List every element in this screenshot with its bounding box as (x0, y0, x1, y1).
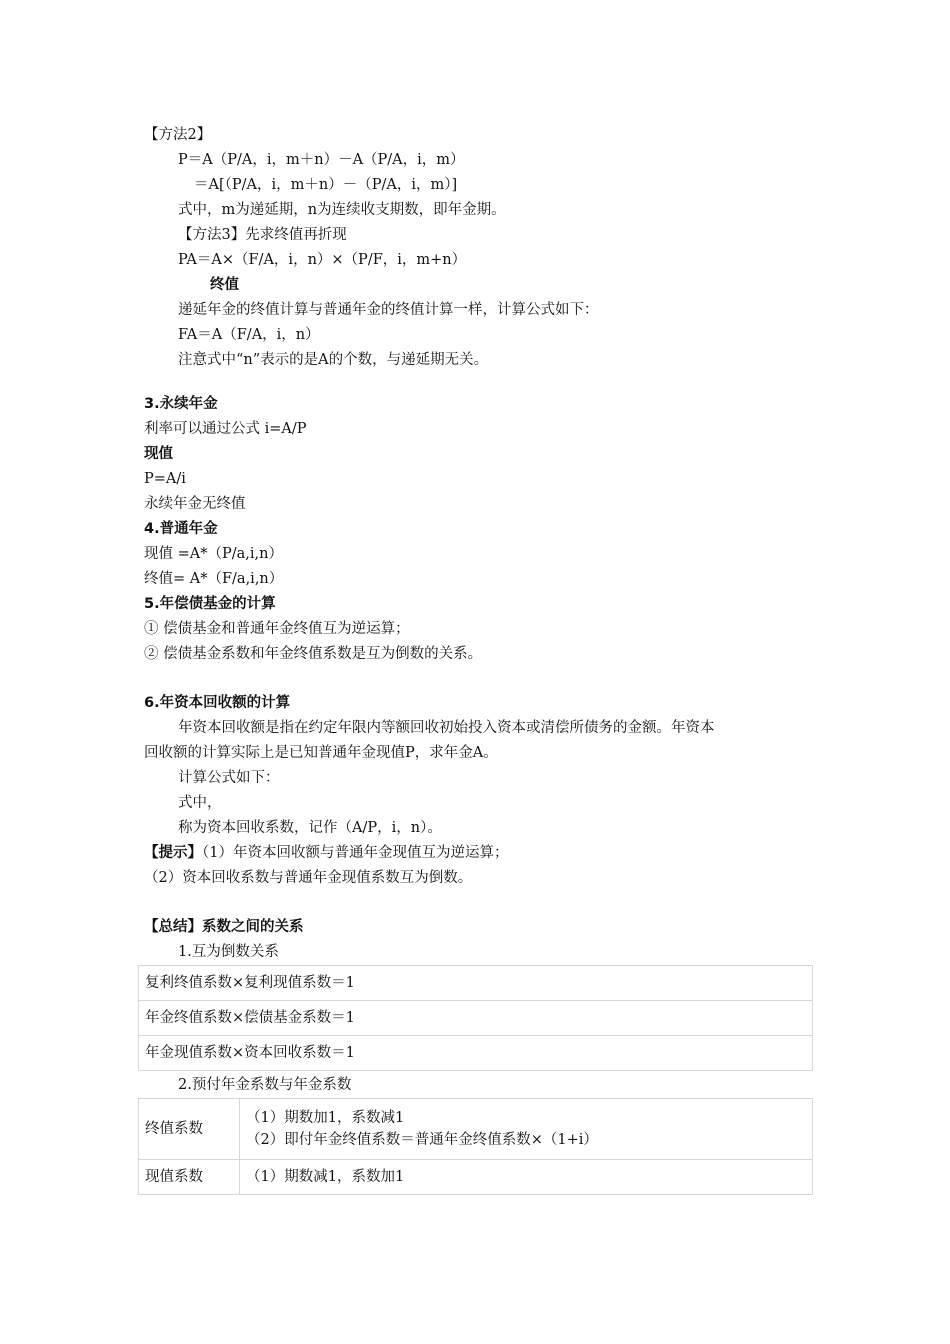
table-row (139, 1099, 813, 1160)
capital-recovery-para-line-1: 年资本回收额是指在约定年限内等额回收初始投入资本或清偿所债务的金额。年资本 (178, 720, 715, 736)
future-value-note: 注意式中“n”表示的是A的个数，与递延期无关。 (178, 352, 489, 368)
table-cell: （1）期数减1，系数加1 (240, 1160, 813, 1195)
summary-subheading-1: 1.互为倒数关系 (178, 944, 279, 960)
table-row-label: 终值系数 (139, 1099, 240, 1160)
method3-formula: PA＝A×（F/A，i，n）×（P/F，i，m+n） (178, 252, 467, 268)
tip-label: 【提示】 (144, 845, 202, 861)
method2-formula-1: P＝A（P/A，i，m＋n）－A（P/A，i，m） (178, 152, 465, 168)
perpetuity-heading: 3.永续年金 (144, 396, 218, 412)
table-row-label: 现值系数 (139, 1160, 240, 1195)
summary-subheading-2: 2.预付年金系数与年金系数 (178, 1077, 352, 1093)
capital-recovery-calc: 计算公式如下： (178, 770, 280, 786)
table-row (139, 1160, 813, 1195)
future-value-formula: FA＝A（F/A，i，n） (178, 327, 320, 343)
sinking-fund-item-2: ② 偿债基金系数和年金终值系数是互为倒数的关系。 (144, 646, 483, 662)
table-row (139, 1001, 813, 1036)
table-row (139, 1036, 813, 1071)
method3-heading: 【方法3】先求终值再折现 (178, 227, 347, 243)
future-value-heading: 终值 (210, 277, 239, 293)
capital-recovery-coefficient: 称为资本回收系数，记作（A/P，i，n）。 (178, 820, 442, 836)
table-cell (240, 1099, 813, 1160)
table-cell: 年金现值系数×资本回收系数＝1 (139, 1036, 813, 1071)
capital-recovery-tip-1 (144, 843, 508, 863)
reciprocal-relations-table (138, 965, 813, 1071)
ordinary-annuity-heading: 4.普通年金 (144, 521, 218, 537)
table-cell: 复利终值系数×复利现值系数＝1 (139, 966, 813, 1001)
table-cell: 年金终值系数×偿债基金系数＝1 (139, 1001, 813, 1036)
sinking-fund-item-1: ① 偿债基金和普通年金终值互为逆运算； (144, 621, 410, 637)
table-cell-line: （1）期数加1，系数减1 (246, 1110, 405, 1126)
perpetuity-pv-heading: 现值 (144, 446, 173, 462)
method2-note: 式中，m为递延期，n为连续收支期数，即年金期。 (178, 202, 506, 218)
capital-recovery-where: 式中， (178, 795, 222, 811)
method2-heading: 【方法2】 (144, 127, 212, 143)
tip-text-1: （1）年资本回收额与普通年金现值互为逆运算； (202, 845, 509, 861)
future-value-description: 递延年金的终值计算与普通年金的终值计算一样，计算公式如下： (178, 302, 599, 318)
sinking-fund-heading: 5.年偿债基金的计算 (144, 596, 276, 612)
capital-recovery-para-line-2: 回收额的计算实际上是已知普通年金现值P，求年金A。 (144, 745, 498, 761)
ordinary-annuity-pv: 现值 =A*（P/a,i,n） (144, 546, 283, 562)
capital-recovery-tip-2: （2）资本回收系数与普通年金现值系数互为倒数。 (144, 870, 473, 886)
ordinary-annuity-fv: 终值= A*（F/a,i,n） (144, 571, 284, 587)
prepaid-annuity-table (138, 1098, 813, 1195)
perpetuity-pv-formula: P=A/i (144, 471, 186, 487)
perpetuity-no-fv: 永续年金无终值 (144, 496, 246, 512)
table-cell-line: （2）即付年金终值系数＝普通年金终值系数×（1+i） (246, 1132, 598, 1148)
table-row (139, 966, 813, 1001)
method2-formula-2: ＝A[（P/A，i，m＋n）－（P/A，i，m）] (194, 177, 458, 193)
summary-heading: 【总结】系数之间的关系 (144, 919, 304, 935)
perpetuity-rate-line: 利率可以通过公式 i=A/P (144, 421, 307, 437)
capital-recovery-heading: 6.年资本回收额的计算 (144, 695, 291, 711)
